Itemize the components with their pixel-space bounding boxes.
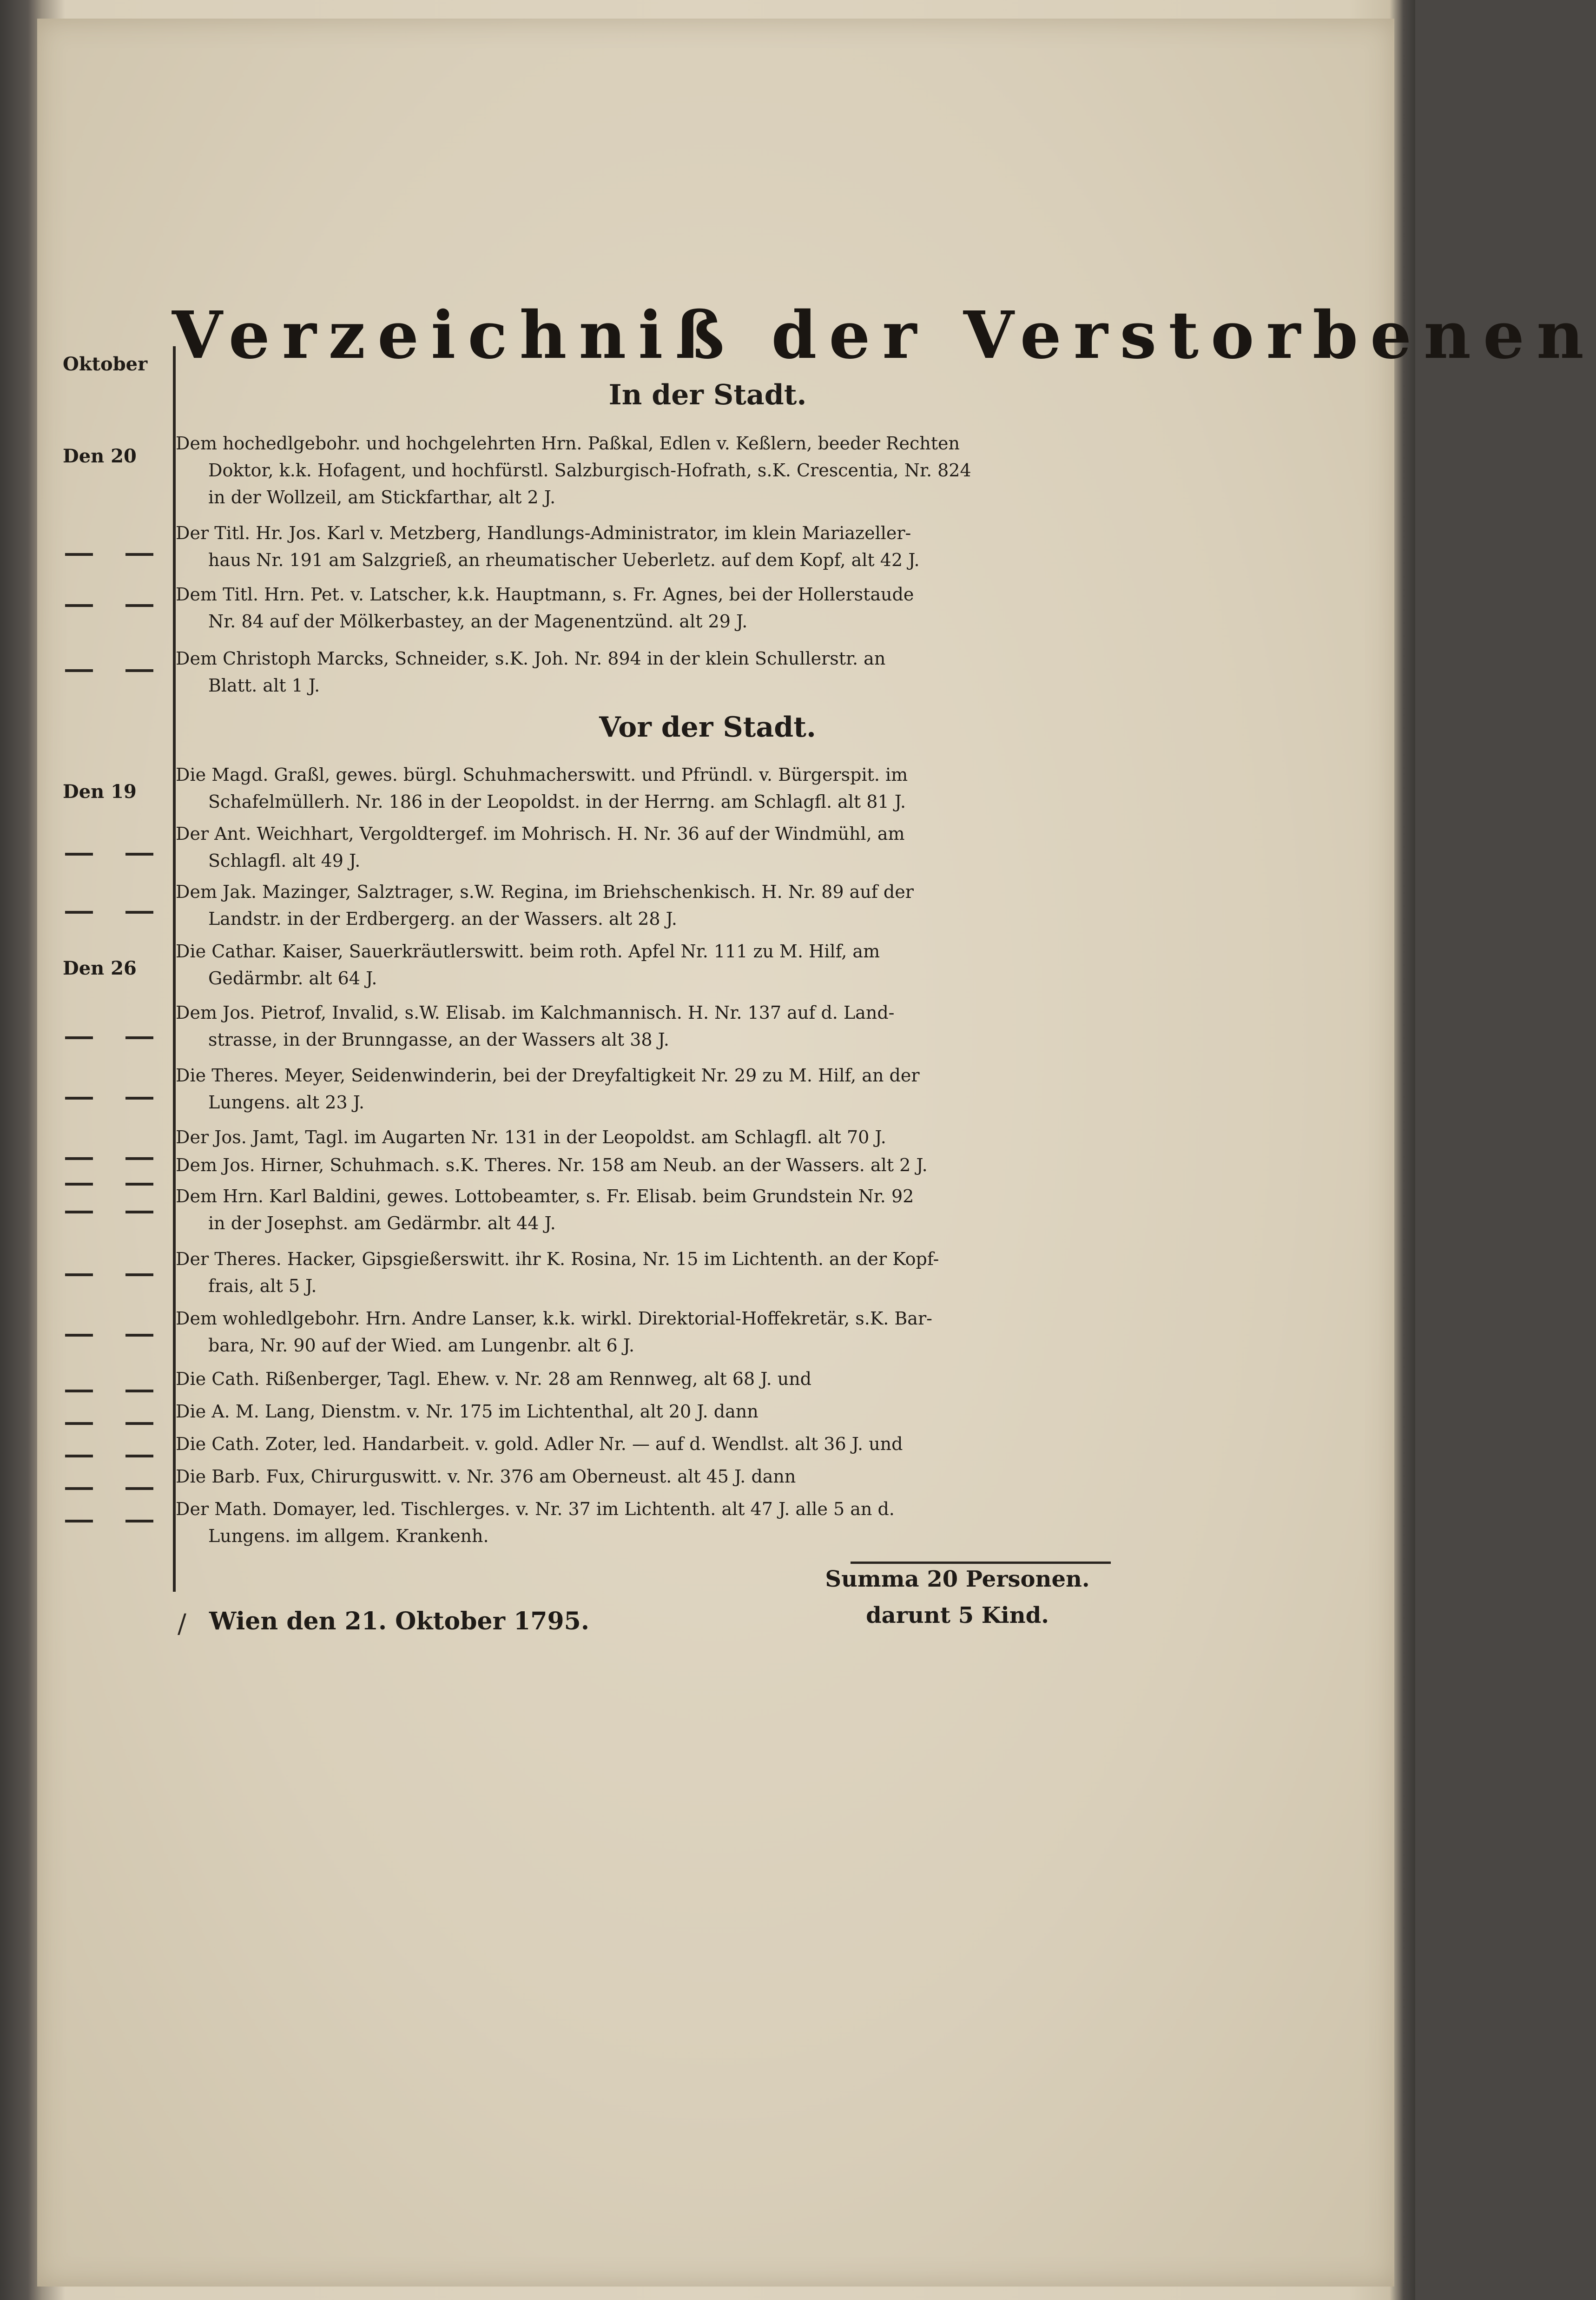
entry-line: Dem Titl. Hrn. Pet. v. Latscher, k.k. Hauptmann, s. Fr. Agnes, bei der Hollerstaude bbox=[176, 584, 914, 605]
margin-dash bbox=[65, 1520, 93, 1522]
entry-line: Lungens. im allgem. Krankenh. bbox=[208, 1526, 489, 1546]
entry-line: Gedärmbr. alt 64 J. bbox=[208, 968, 377, 989]
entry-line: haus Nr. 191 am Salzgrieß, an rheumatischer Ueberletz. auf dem Kopf, alt 42 J. bbox=[208, 550, 920, 570]
entry-line: Schlagfl. alt 49 J. bbox=[208, 850, 361, 871]
margin-dash bbox=[65, 1334, 93, 1337]
margin-date-19: Den 19 bbox=[63, 781, 137, 803]
margin-dash bbox=[65, 553, 93, 556]
death-entry bbox=[176, 1062, 1147, 1116]
summary-total: Summa 20 Personen. bbox=[825, 1566, 1090, 1592]
death-entry bbox=[176, 1124, 1147, 1151]
entry-line: frais, alt 5 J. bbox=[208, 1276, 317, 1296]
margin-dash bbox=[65, 1455, 93, 1457]
death-entry bbox=[176, 1430, 1147, 1457]
margin-dash bbox=[65, 1422, 93, 1425]
entry-line: Dem Jos. Hirner, Schuhmach. s.K. Theres. Nr. 158 am Neub. an der Wassers. alt 2 J. bbox=[176, 1155, 928, 1175]
death-entry bbox=[176, 820, 1147, 874]
margin-dash bbox=[65, 911, 93, 914]
section-heading-outside: Vor der Stadt. bbox=[599, 711, 816, 744]
death-entry bbox=[176, 581, 1147, 635]
death-entry bbox=[176, 430, 1147, 511]
margin-month: Oktober bbox=[63, 353, 148, 375]
margin-dash bbox=[125, 604, 153, 607]
margin-dash bbox=[125, 911, 153, 914]
section-heading-city: In der Stadt. bbox=[608, 379, 807, 411]
entry-line: Lungens. alt 23 J. bbox=[208, 1092, 365, 1113]
entry-line: Der Math. Domayer, led. Tischlerges. v. Nr. 37 im Lichtenth. alt 47 J. alle 5 an d. bbox=[176, 1499, 895, 1519]
margin-dash bbox=[125, 1036, 153, 1039]
entry-line: Der Ant. Weichhart, Vergoldtergef. im Mohrisch. H. Nr. 36 auf der Windmühl, am bbox=[176, 824, 905, 844]
death-entry bbox=[176, 761, 1147, 815]
entry-line: Die Cath. Zoter, led. Handarbeit. v. gold. Adler Nr. — auf d. Wendlst. alt 36 J. und bbox=[176, 1434, 903, 1454]
death-entry bbox=[176, 1246, 1147, 1299]
entry-line: Schafelmüllerh. Nr. 186 in der Leopoldst. in der Herrng. am Schlagfl. alt 81 J. bbox=[208, 791, 906, 812]
entry-line: Dem wohledlgebohr. Hrn. Andre Lanser, k.k. wirkl. Direktorial-Hoffekretär, s.K. Bar- bbox=[176, 1308, 932, 1329]
entry-line: Dem Jos. Pietrof, Invalid, s.W. Elisab. im Kalchmannisch. H. Nr. 137 auf d. Land- bbox=[176, 1002, 895, 1023]
margin-dash bbox=[65, 853, 93, 856]
entry-line: Die A. M. Lang, Dienstm. v. Nr. 175 im Lichtenthal, alt 20 J. dann bbox=[176, 1401, 758, 1422]
entry-line: Die Barb. Fux, Chirurguswitt. v. Nr. 376 am Oberneust. alt 45 J. dann bbox=[176, 1466, 796, 1487]
entry-line: Der Theres. Hacker, Gipsgießerswitt. ihr K. Rosina, Nr. 15 im Lichtenth. an der Kopf- bbox=[176, 1249, 939, 1269]
death-entry bbox=[176, 1496, 1147, 1549]
entry-line: strasse, in der Brunngasse, an der Wassers alt 38 J. bbox=[208, 1029, 670, 1050]
entry-line: Der Titl. Hr. Jos. Karl v. Metzberg, Handlungs-Administrator, im klein Mariazeller- bbox=[176, 523, 911, 543]
entry-line: bara, Nr. 90 auf der Wied. am Lungenbr. alt 6 J. bbox=[208, 1335, 635, 1356]
entry-line: Doktor, k.k. Hofagent, und hochfürstl. Salzburgisch-Hofrath, s.K. Crescentia, Nr. 824 bbox=[208, 460, 971, 481]
death-entry bbox=[176, 1365, 1147, 1392]
margin-dash bbox=[125, 1097, 153, 1100]
margin-dash bbox=[65, 1097, 93, 1100]
margin-dash bbox=[65, 1036, 93, 1039]
margin-dash bbox=[125, 1157, 153, 1160]
margin-dash bbox=[65, 604, 93, 607]
entry-line: Die Cath. Rißenberger, Tagl. Ehew. v. Nr. 28 am Rennweg, alt 68 J. und bbox=[176, 1369, 811, 1389]
entry-line: Blatt. alt 1 J. bbox=[208, 675, 320, 696]
margin-dash bbox=[125, 1390, 153, 1392]
margin-dash bbox=[125, 1455, 153, 1457]
page-title: Verzeichniß der Verstorbenen bbox=[172, 297, 1596, 374]
death-entry bbox=[176, 1152, 1147, 1179]
margin-dash bbox=[125, 1334, 153, 1337]
place-date: Wien den 21. Oktober 1795. bbox=[209, 1607, 589, 1635]
entry-line: Dem Hrn. Karl Baldini, gewes. Lottobeamter, s. Fr. Elisab. beim Grundstein Nr. 92 bbox=[176, 1186, 914, 1206]
entry-line: Landstr. in der Erdbergerg. an der Wassers. alt 28 J. bbox=[208, 909, 677, 929]
entry-line: Die Magd. Graßl, gewes. bürgl. Schuhmacherswitt. und Pfründl. v. Bürgerspit. im bbox=[176, 764, 908, 785]
death-entry bbox=[176, 1398, 1147, 1425]
margin-dash bbox=[125, 1273, 153, 1276]
margin-dash bbox=[65, 669, 93, 672]
margin-dash bbox=[125, 853, 153, 856]
margin-dash bbox=[65, 1273, 93, 1276]
entry-line: Dem Christoph Marcks, Schneider, s.K. Joh. Nr. 894 in der klein Schullerstr. an bbox=[176, 648, 886, 669]
margin-dash bbox=[125, 1520, 153, 1522]
death-entry bbox=[176, 1463, 1147, 1490]
margin-dash bbox=[125, 1422, 153, 1425]
entry-line: Der Jos. Jamt, Tagl. im Augarten Nr. 131 in der Leopoldst. am Schlagfl. alt 70 J. bbox=[176, 1127, 886, 1147]
entry-line: Die Cathar. Kaiser, Sauerkräutlerswitt. beim roth. Apfel Nr. 111 zu M. Hilf, am bbox=[176, 941, 880, 962]
death-entry bbox=[176, 938, 1147, 992]
death-entry bbox=[176, 645, 1147, 699]
margin-dash bbox=[125, 1183, 153, 1186]
death-entry bbox=[176, 999, 1147, 1053]
slash-mark: / bbox=[178, 1609, 186, 1639]
death-entry bbox=[176, 1183, 1147, 1237]
summary-children: darunt 5 Kind. bbox=[866, 1602, 1049, 1628]
entry-line: in der Wollzeil, am Stickfarthar, alt 2 J. bbox=[208, 487, 556, 507]
death-entry bbox=[176, 878, 1147, 932]
margin-dash bbox=[125, 1211, 153, 1213]
margin-dash bbox=[125, 1487, 153, 1490]
entry-line: Dem hochedlgebohr. und hochgelehrten Hrn. Paßkal, Edlen v. Keßlern, beeder Rechten bbox=[176, 433, 960, 454]
margin-dash bbox=[125, 553, 153, 556]
margin-dash bbox=[65, 1390, 93, 1392]
death-entry bbox=[176, 1305, 1147, 1359]
entry-line: Dem Jak. Mazinger, Salztrager, s.W. Regina, im Briehschenkisch. H. Nr. 89 auf der bbox=[176, 882, 914, 902]
entry-line: Die Theres. Meyer, Seidenwinderin, bei der Dreyfaltigkeit Nr. 29 zu M. Hilf, an der bbox=[176, 1065, 920, 1086]
entry-line: Nr. 84 auf der Mölkerbastey, an der Magenentzünd. alt 29 J. bbox=[208, 611, 748, 632]
margin-dash bbox=[65, 1487, 93, 1490]
margin-date-26: Den 26 bbox=[63, 957, 137, 979]
margin-dash bbox=[65, 1183, 93, 1186]
entry-line: in der Josephst. am Gedärmbr. alt 44 J. bbox=[208, 1213, 556, 1233]
summary-rule bbox=[851, 1562, 1111, 1564]
margin-date-20: Den 20 bbox=[63, 445, 137, 467]
margin-dash bbox=[125, 669, 153, 672]
margin-dash bbox=[65, 1157, 93, 1160]
death-entry bbox=[176, 520, 1147, 573]
margin-dash bbox=[65, 1211, 93, 1213]
